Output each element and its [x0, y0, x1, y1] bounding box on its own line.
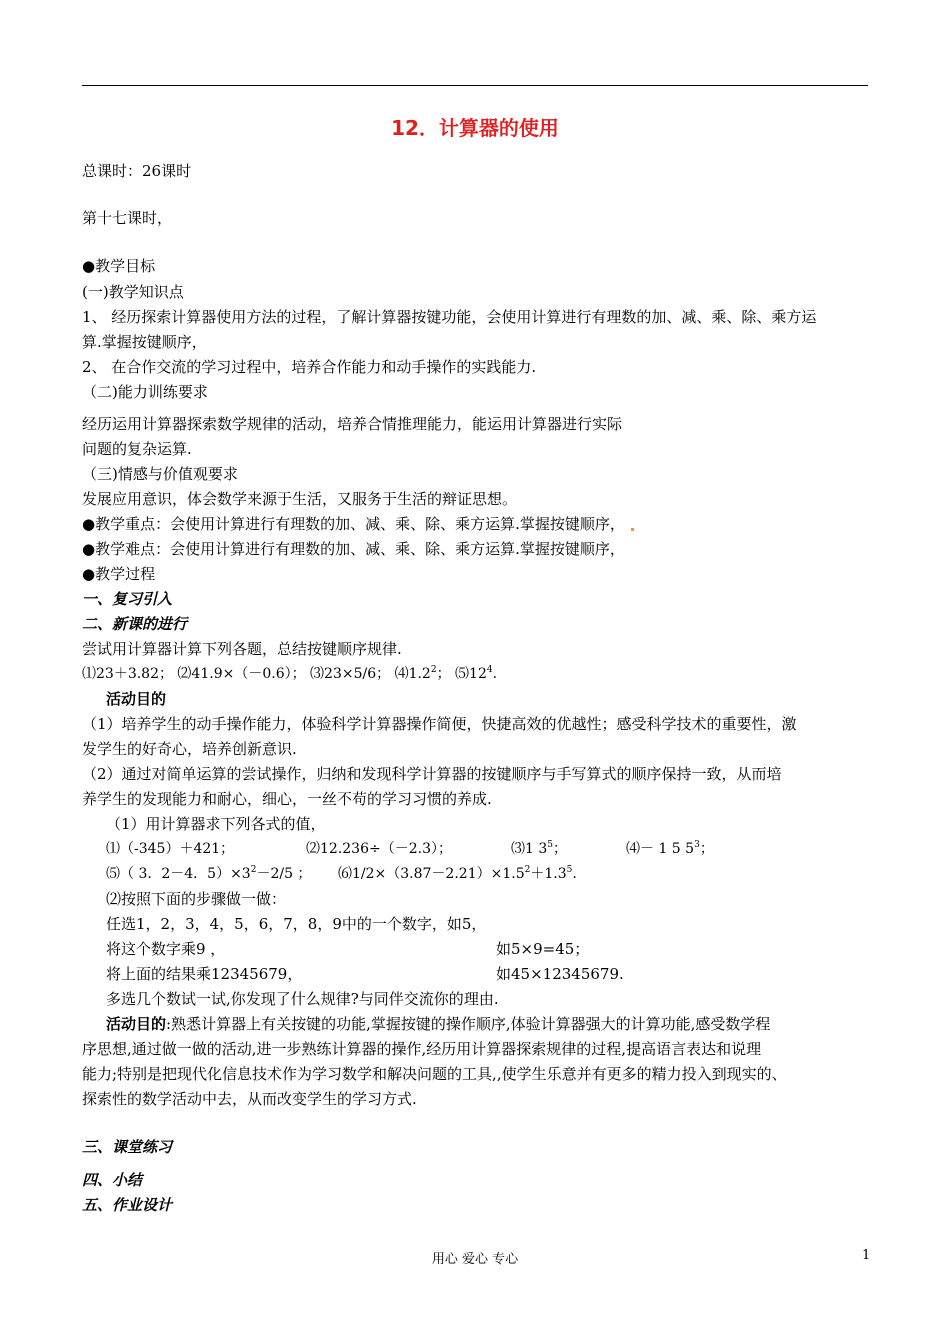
expr-2: ⑵12.236÷（－2.3）；	[306, 841, 452, 857]
step-2-left: 将这个数字乘9 ，	[106, 940, 226, 958]
ability-heading: （二)能力训练要求	[82, 383, 208, 401]
objective-item-1-line-1: 1、 经历探索计算器使用方法的过程，了解计算器按键功能，会使用计算进行有理数的加、减、乘、除、乘方运	[82, 308, 817, 326]
key-point-text: ●教学重点：会使用计算进行有理数的加、减、乘、除、乘方运算.掌握按键顺序，	[82, 515, 625, 533]
expr-6-exp-b: 5	[566, 865, 573, 875]
task-2: ⑵按照下面的步骤做一做：	[106, 890, 287, 908]
footer-motto: 用心 爱心 专心	[431, 1252, 519, 1267]
problems-part-c: .	[492, 666, 498, 682]
purpose-line-2: 序思想,通过做一做的活动,进一步熟练计算器的操作,经历用计算器探索规律的过程,提高语言表达和说理	[82, 1040, 762, 1058]
header-rule	[82, 85, 868, 86]
expr-6-end: .	[572, 866, 577, 882]
expr-6-mid: ＋1.3	[530, 866, 567, 882]
ability-line-1: 经历运用计算器探索数学规律的活动，培养合情推理能力，能运用计算器进行实际	[82, 415, 623, 433]
section-homework: 五、作业设计	[82, 1196, 173, 1214]
section-new-lesson: 二、新课的进行	[82, 615, 188, 633]
purpose-line-1	[106, 1014, 896, 1034]
goal-2-line-1: （2）通过对简单运算的尝试操作，归纳和发现科学计算器的按键顺序与手写算式的顺序保持一致，从而培	[82, 765, 782, 783]
activity-heading: 活动目的	[106, 690, 167, 708]
session-label: 第十七课时，	[82, 209, 173, 227]
goal-1-line-1: （1）培养学生的动手操作能力，体验科学计算器操作简便，快捷高效的优越性；感受科学技术的重要性，激	[82, 715, 797, 733]
page-title: 12．计算器的使用	[391, 116, 559, 140]
purpose-text-1: :熟悉计算器上有关按键的功能,掌握按键的操作顺序,体验计算器强大的计算功能,感受数学程	[166, 1015, 771, 1033]
expr-5-end: －2/5 ；	[256, 866, 312, 882]
expr-1: ⑴（-345）＋421；	[106, 841, 235, 857]
purpose-label: 活动目的	[106, 1015, 167, 1033]
expr-6-base: ⑹1/2×（3.87－2.21）×1.5	[338, 866, 525, 882]
expr-3-exp: 5	[547, 840, 553, 850]
exponent-4: 4	[486, 665, 493, 675]
purpose-line-4: 探索性的数学活动中去，从而改变学生的学习方式.	[82, 1090, 417, 1108]
key-point	[82, 514, 872, 534]
ability-line-2: 问题的复杂运算.	[82, 440, 192, 458]
section-summary: 四、小结	[82, 1171, 143, 1189]
section-practice: 三、课堂练习	[82, 1138, 173, 1156]
objective-item-2: 2、 在合作交流的学习过程中，培养合作能力和动手操作的实践能力.	[82, 358, 537, 376]
emotion-text: 发展应用意识，体会数学来源于生活，又服务于生活的辩证思想。	[82, 490, 518, 508]
expr-5-base: ⑸（ 3．2－4．5）×3	[106, 866, 251, 882]
problems-part-a: ⑴23＋3.82； ⑵41.9×（－0.6）； ⑶23×5/6； ⑷1.2	[82, 666, 431, 682]
expr-3-base: ⑶1 3	[511, 841, 548, 857]
step-4: 多选几个数试一试,你发现了什么规律?与同伴交流你的理由.	[106, 990, 499, 1008]
step-3-left: 将上面的结果乘12345679，	[106, 965, 303, 983]
step-1: 任选1，2，3，4，5，6，7，8，9中的一个数字，如5，	[106, 915, 487, 933]
task-1: （1）用计算器求下列各式的值，	[106, 815, 326, 833]
expr-3-end: ；	[553, 841, 567, 857]
step-3-right: 如45×12345679.	[496, 965, 624, 983]
expr-3	[511, 839, 567, 859]
emotion-heading: （三)情感与价值观要求	[82, 465, 238, 483]
goal-2-line-2: 养学生的发现能力和耐心，细心，一丝不苟的学习习惯的养成.	[82, 790, 492, 808]
goal-1-line-2: 发学生的好奇心，培养创新意识.	[82, 740, 297, 758]
annotation-mark	[631, 528, 634, 531]
expr-5	[106, 864, 311, 884]
knowledge-heading: (一)教学知识点	[82, 283, 184, 301]
expr-4	[626, 839, 714, 859]
new-lesson-intro: 尝试用计算器计算下列各题，总结按键顺序规律.	[82, 640, 402, 658]
expr-4-exp: 3	[694, 840, 700, 850]
expr-6-exp-a: 2	[524, 865, 531, 875]
step-2-right: 如5×9=45；	[496, 940, 590, 958]
expr-4-end: ；	[699, 841, 714, 857]
purpose-line-3: 能力;特别是把现代化信息技术作为学习数学和解决问题的工具,,使学生乐意并有更多的精力投入到现实的、	[82, 1065, 787, 1083]
practice-problems	[82, 664, 872, 684]
total-hours: 总课时：26课时	[82, 162, 192, 180]
difficulty: ●教学难点：会使用计算进行有理数的加、减、乘、除、乘方运算.掌握按键顺序，	[82, 540, 625, 558]
problems-part-b: ； ⑸12	[436, 666, 487, 682]
page-number: 1	[862, 1248, 871, 1263]
expr-4-base: ⑷－ 1 5 5	[626, 841, 695, 857]
section-review: 一、复习引入	[82, 590, 173, 608]
objective-item-1-line-2: 算.掌握按键顺序，	[82, 333, 207, 351]
expr-6	[338, 864, 577, 884]
objectives-heading: ●教学目标	[82, 257, 156, 275]
exponent-2: 2	[430, 665, 437, 675]
expr-5-exp: 2	[250, 865, 257, 875]
process-heading: ●教学过程	[82, 565, 156, 583]
